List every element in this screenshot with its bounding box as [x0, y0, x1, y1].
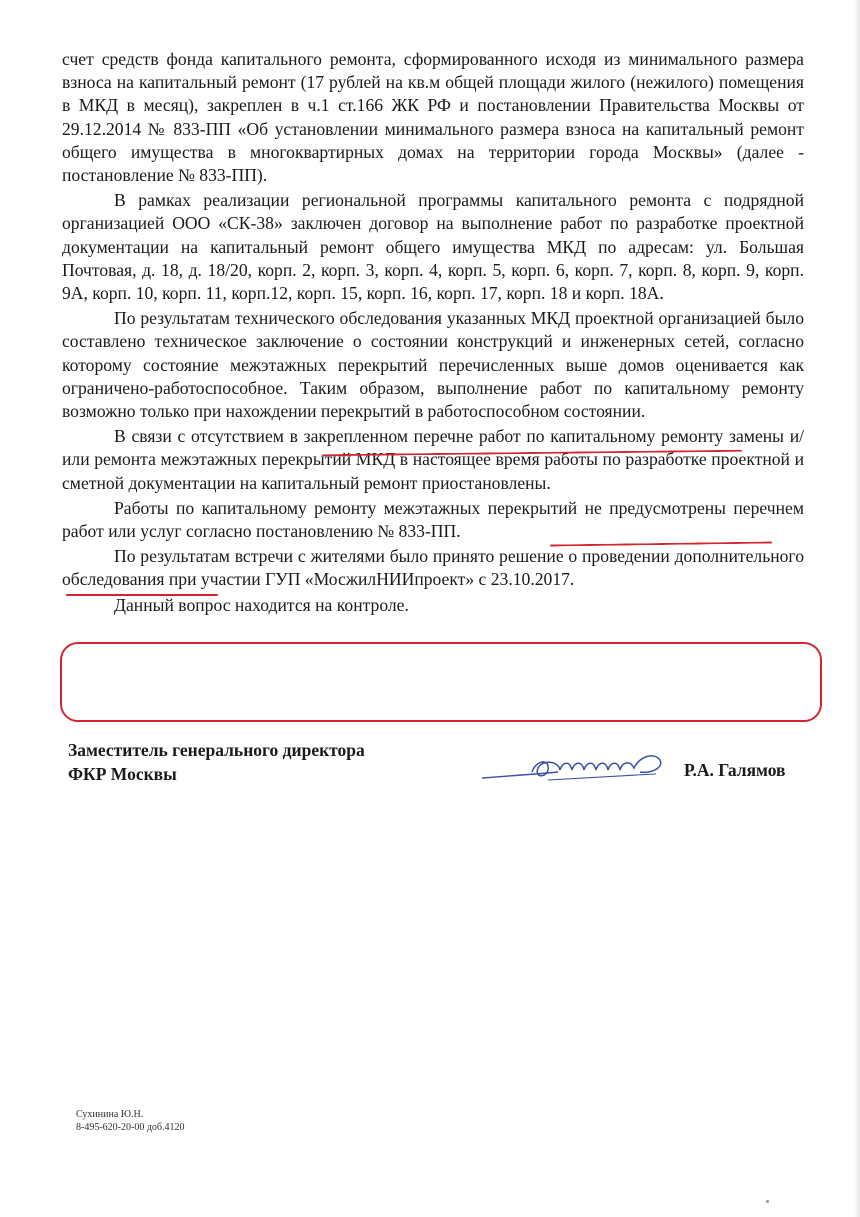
scan-dot	[766, 1200, 769, 1203]
executor-phone: 8-495-620-20-00 доб.4120	[76, 1122, 185, 1133]
signatory-position	[68, 738, 365, 786]
paragraph-not-provided: Работы по капитальному ремонту межэтажных перекрытий не предусмотрены перечнем работ или услуг согласно постановлению № 833-ПП.	[62, 497, 804, 542]
signatory-position-line2: ФКР Москвы	[68, 764, 177, 784]
paragraph-control: Данный вопрос находится на контроле.	[114, 594, 409, 615]
page-edge-shadow	[854, 0, 860, 1217]
highlight-oval-meeting	[60, 642, 822, 722]
signatory-name: Р.А. Галямов	[684, 760, 786, 780]
paragraph-suspension: В связи с отсутствием в закрепленном перечне работ по капитальному ремонту замены и/или ремонта межэтажных перекрытий МКД в настоящее время работы по разработке проектной и сметной документации на капитальный ремонт приостановлены.	[62, 426, 804, 493]
signatory-position-line1: Заместитель генерального директора	[68, 740, 365, 760]
handwritten-signature	[478, 742, 670, 792]
letter-body	[62, 48, 804, 619]
paragraph-fund-account: счет средств фонда капитального ремонта, сформированного исходя из минимального размера взноса на капитальный ремонт (17 рублей на кв.м общей площади жилого (нежилого) помещения в МКД в месяц), закреплен в ч.1 ст.166 ЖК РФ и постановлении Правительства Москвы от 29.12.2014 № 833-ПП «Об установлении минимального размера взноса на капитальный ремонт общего имущества в многоквартирных домах на территории города Москвы» (далее - постановление № 833-ПП).	[62, 49, 804, 186]
paragraph-meeting-decision: По результатам встречи с жителями было принято решение о проведении дополнительного обследования при участии ГУП «МосжилНИИпроект» с 23.10.2017.	[62, 546, 804, 590]
executor-name: Сухинина Ю.Н.	[76, 1109, 144, 1120]
underline-suspended	[66, 594, 218, 596]
paragraph-contract: В рамках реализации региональной программы капитального ремонта с подрядной организацией ООО «СК-38» заключен договор на выполнение работ по разработке проектной документации на капитальный ремонт общего имущества МКД по адресам: ул. Большая Почтовая, д. 18, д. 18/20, корп. 2, корп. 3, корп. 4, корп. 5, корп. 6, корп. 7, корп. 8, корп. 9, корп. 9А, корп. 10, корп. 11, корп.12, корп. 15, корп. 16, корп. 17, корп. 18 и корп. 18А.	[62, 190, 804, 304]
executor-info	[76, 1108, 185, 1134]
paragraph-inspection: По результатам технического обследования указанных МКД проектной организацией было составлено техническое заключение о состоянии конструкций и инженерных сетей, согласно которому состояние межэтажных перекрытий перечисленных выше домов оценивается как ограничено-работоспособное. Таким образом, выполнение работ по капитальному ремонту возможно только при нахождении перекрытий в работоспособном состоянии.	[62, 308, 804, 422]
